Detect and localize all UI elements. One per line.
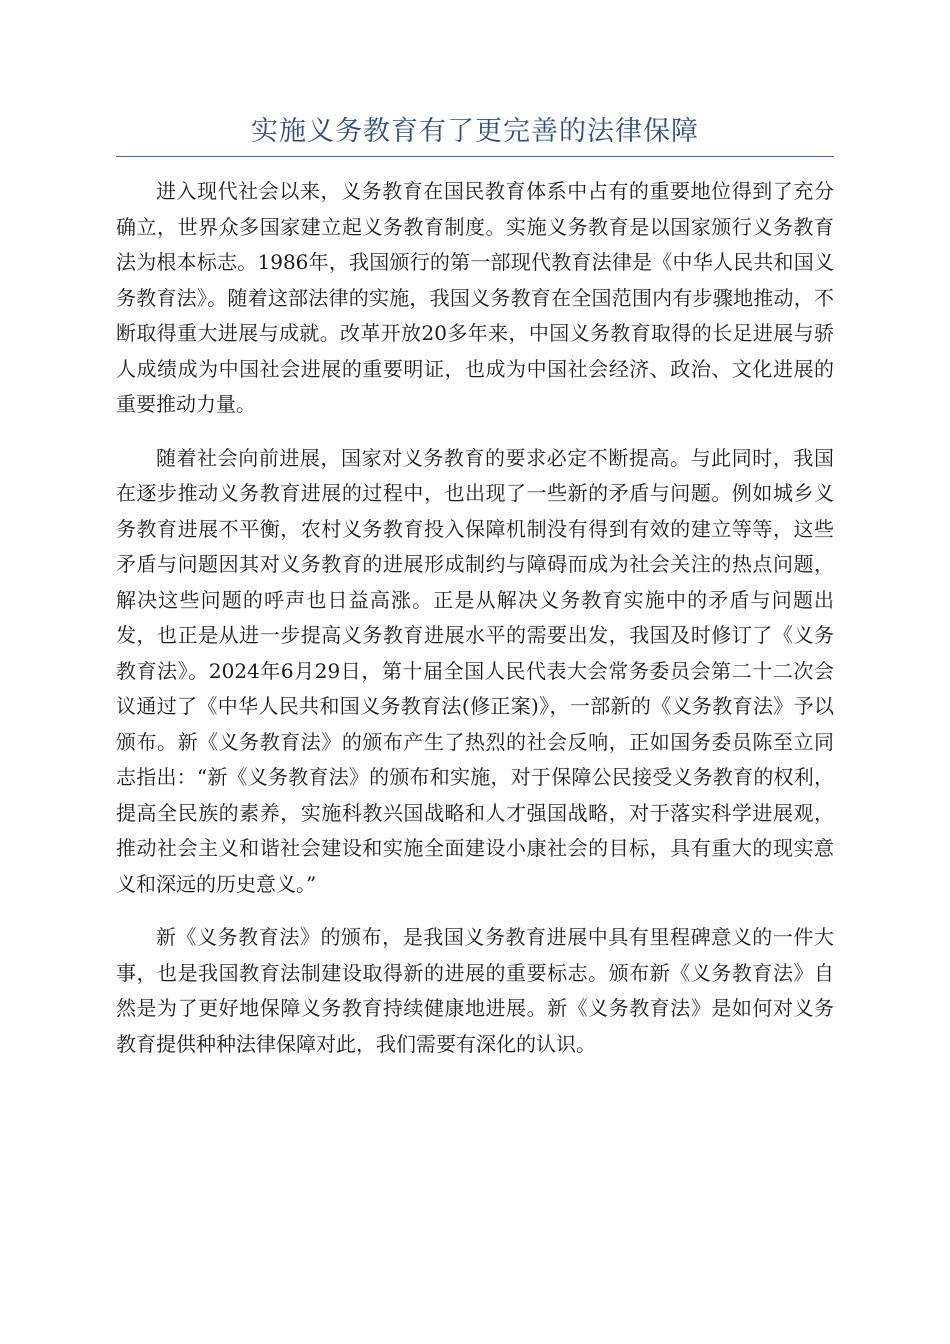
page-title: 实施义务教育有了更完善的法律保障	[251, 116, 699, 147]
paragraph: 进入现代社会以来，义务教育在国民教育体系中占有的重要地位得到了充分确立，世界众多国家建立起义务教育制度。实施义务教育是以国家颁行义务教育法为根本标志。1986年，我国颁行的第一部现代教育法律是《中华人民共和国义务教育法》。随着这部法律的实施，我国义务教育在全国范围内有步骤地推动，不断取得重大进展与成就。改革开放20多年来，中国义务教育取得的长足进展与骄人成绩成为中国社会进展的重要明证，也成为中国社会经济、政治、文化进展的重要推动力量。	[116, 179, 834, 416]
paragraph: 新《义务教育法》的颁布，是我国义务教育进展中具有里程碑意义的一件大事，也是我国教育法制建设取得新的进展的重要标志。颁布新《义务教育法》自然是为了更好地保障义务教育持续健康地进展。新《义务教育法》是如何对义务教育提供种种法律保障对此，我们需要有深化的认识。	[116, 925, 834, 1056]
document-body	[116, 174, 834, 1080]
title-block	[116, 112, 834, 157]
paragraph: 随着社会向前进展，国家对义务教育的要求必定不断提高。与此同时，我国在逐步推动义务教育进展的过程中，也出现了一些新的矛盾与问题。例如城乡义务教育进展不平衡，农村义务教育投入保障机制没有得到有效的建立等等，这些矛盾与问题因其对义务教育的进展形成制约与障碍而成为社会关注的热点问题，解决这些问题的呼声也日益高涨。正是从解决义务教育实施中的矛盾与问题出发，也正是从进一步提高义务教育进展水平的需要出发，我国及时修订了《义务教育法》。2024年6月29日，第十届全国人民代表大会常务委员会第二十二次会议通过了《中华人民共和国义务教育法(修正案)》，一部新的《义务教育法》予以颁布。新《义务教育法》的颁布产生了热烈的社会反响，正如国务委员陈至立同志指出：“新《义务教育法》的颁布和实施，对于保障公民接受义务教育的权利，提高全民族的素养，实施科教兴国战略和人才强国战略，对于落实科学进展观，推动社会主义和谐社会建设和实施全面建设小康社会的目标，具有重大的现实意义和深远的历史意义。”	[116, 445, 834, 896]
